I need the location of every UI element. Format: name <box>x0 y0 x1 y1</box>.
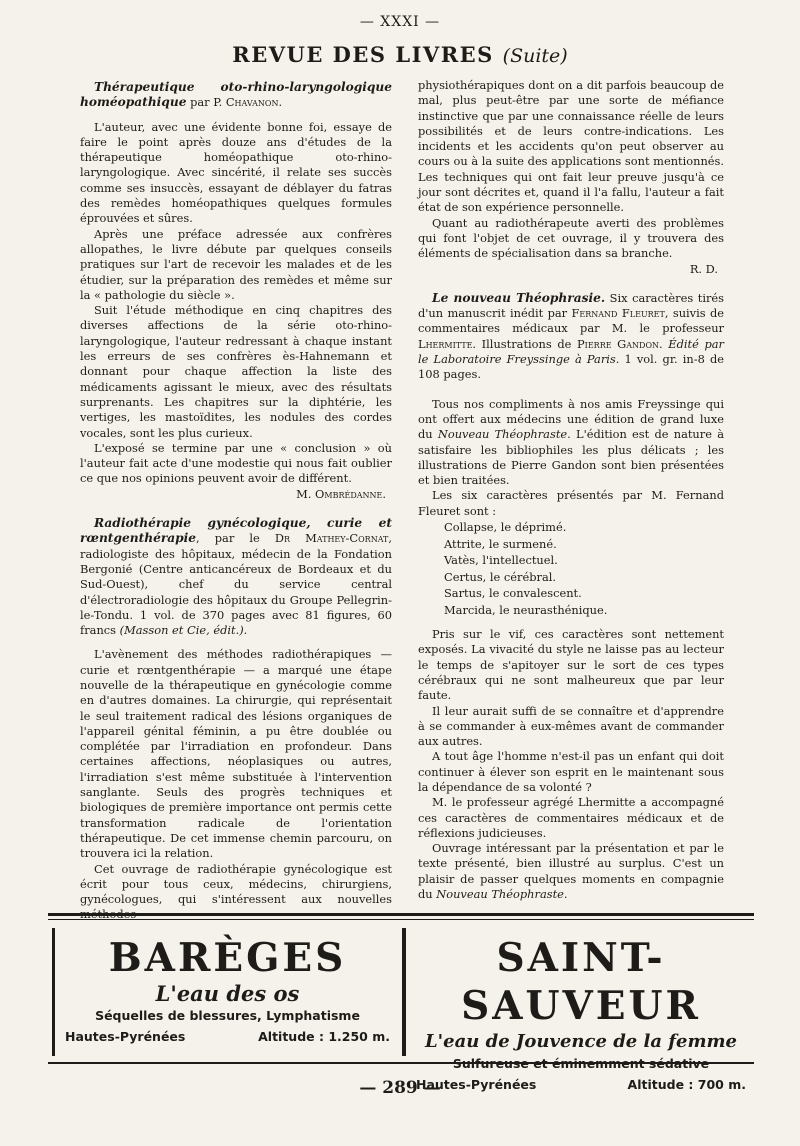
review-details: 1 vol. gr. in-8 de 108 pages. <box>418 352 725 382</box>
ad-altitude: Altitude : 1.250 m. <box>258 1029 390 1044</box>
paragraph: Suit l'étude méthodique en cinq chapitres des diverses affections de la série oto-rhino-laryngologique, l'auteur redressant à chaque instant les erreurs de ses confrères ès-Hahnemann et donnant pour chaque affection la liste des médicaments agissant le mieux, avec des résultats surprenants. Les chapitres sur la diphtérie, les vertiges, les mastoïdites, les nodules des cordes vocales, sont les plus curieux. <box>80 303 392 440</box>
review-details: , suivis de commentaires médicaux par M. le professeur <box>418 306 725 336</box>
ad-name: SAINT-SAUVEUR <box>461 935 701 1029</box>
reviewer-signature: M. Ombrédanne. <box>296 486 386 501</box>
reviewer-signature: R. D. <box>689 261 718 276</box>
paragraph: Cet ouvrage de radiothérapie gynécologique est écrit pour tous ceux, médecins, chirurgiens, gynécologues, qui s'intéressent aux nouvelles <box>80 861 392 907</box>
paragraph: Après une préface adressée aux confrères allopathes, le livre débute par quelques conseils pratiques sur l'art de recevoir les malades et de les étudier, sur la préparation des remèdes et même sur la « pathologie du siècle ». <box>80 226 392 302</box>
review-publisher: (Masson et Cie, édit.). <box>119 623 248 638</box>
review-heading-mathey-cornat <box>80 516 392 638</box>
section-title-text: REVUE DES LIVRES <box>232 42 494 67</box>
review-title: Le nouveau Théophrasie. <box>432 290 606 305</box>
list-item: Certus, le cérébral. <box>444 569 557 584</box>
paragraph: Quant au radiothérapeute averti des problèmes qui font l'objet de cet ouvrage, il y trouvera des éléments de spécialisation dans sa branche. <box>418 215 724 261</box>
book-title: Nouveau Théophraste <box>437 427 568 442</box>
left-column <box>80 80 392 923</box>
ad-bareges <box>52 928 400 1056</box>
section-title-suffix: (Suite) <box>502 45 568 67</box>
paragraph: L'auteur, avec une évidente bonne foi, essaye de faire le point après douze ans d'études de la thérapeutique homéopathique oto-rhino-laryngologique. Avec sincérité, il relate ses succès comme ses insuccès, essayant de déblayer du fatras des remèdes homéopathiques quelques formules éprouvées et sûres. <box>80 119 392 226</box>
review-author: Dr Mathey-Cornat <box>274 531 389 546</box>
paragraph <box>418 841 724 902</box>
review-illustrator: Pierre Gandon <box>577 336 660 351</box>
paragraph: Les six caractères présentés par M. Fernand Fleuret sont : <box>418 488 724 518</box>
text: Ouvrage intéressant par la présentation et par le texte présenté, bien illustré au surplus. C'est un plaisir de passer quelques moments en compagnie du <box>418 841 724 902</box>
ad-altitude: Altitude : 700 m. <box>627 1077 746 1092</box>
character-list <box>418 519 724 618</box>
paragraph: Il leur aurait suffi de se connaître et d'apprendre à se commander à eux-mêmes avant de commander aux autres. <box>418 703 724 749</box>
ad-rule-top-thin <box>48 919 754 920</box>
review-title: Thérapeutique oto-rhino-laryngologique homéopathique <box>80 80 392 110</box>
review-details: , radiologiste des hôpitaux, médecin de la Fondation Bergonié (Centre anticancéreux de Bordeaux et du Sud-Ouest), chef du service central d'électroradiologie des hôpitaux du Groupe Pellegrin-le-Tondu. 1 vol. de 370 pages avec 81 figures, 60 francs <box>80 531 392 638</box>
list-item: Vatès, l'intellectuel. <box>444 553 558 568</box>
list-item: Collapse, le déprimé. <box>444 520 567 535</box>
paragraph: M. le professeur agrégé Lhermitte a accompagné ces caractères de commentaires médicaux et de réflexions judicieuses. <box>418 795 724 840</box>
review-heading-chavanon <box>80 80 392 111</box>
ad-name: BARÈGES <box>108 935 347 981</box>
text: Tous nos compliments à nos amis Freyssinge qui ont offert aux médecins une édition de grand luxe du <box>418 396 724 442</box>
roman-folio: — XXXI — <box>359 14 441 30</box>
review-commentator: Lhermitte <box>418 336 473 351</box>
review-details: . <box>659 336 669 351</box>
page-number: — 289 — <box>359 1078 441 1098</box>
ad-description: Séquelles de blessures, Lymphatisme <box>95 1008 360 1023</box>
paragraph: Pris sur le vif, ces caractères sont nettement exposés. La vivacité du style ne laisse pas au lecteur le temps de s'apitoyer sur le sort de ces types cérébraux qui ne sont malheureux que par leur faute. <box>418 627 724 703</box>
book-title: Nouveau Théophraste <box>436 887 564 902</box>
review-heading-theophraste <box>418 291 724 383</box>
paragraph: physiothérapiques dont on a dit parfois beaucoup de mal, plus peut-être par une sorte de méfiance instinctive que par une connaissance réelle de leurs possibilités et de leurs contre-indications. Les incidents et les accidents qu'on peut observer au cours ou à la suite des applications sont mentionnés. Les techniques qui ont fait leur preuve jusqu'à ce jour sont décrites et, quand il l'a fallu, l'auteur a fait état de son expérience personnelle. <box>418 78 724 215</box>
review-details: . Illustrations de <box>472 336 577 351</box>
review-by: , par le <box>196 531 275 546</box>
text: . L'édition est de nature à satisfaire les bibliophiles les plus délicats ; les illustrations de Pierre Gandon sont bien présentées et bien traitées. <box>418 427 724 488</box>
review-details: Six caractères tirés d'un manuscrit inédit par <box>418 290 724 321</box>
list-item: Sartus, le convalescent. <box>444 586 582 601</box>
ad-tagline: L'eau de Jouvence de la femme <box>424 1031 738 1052</box>
ad-saint-sauveur <box>402 928 756 1092</box>
section-title <box>0 42 800 67</box>
ad-region: Hautes-Pyrénées <box>416 1077 537 1092</box>
ad-rule-top <box>48 913 754 916</box>
paragraph: L'exposé se termine par une « conclusion » où l'auteur fait acte d'une modestie qui nous fait oublier ce que nos opinions peuvent avoir de différent. <box>80 440 392 486</box>
paragraph: L'avènement des méthodes radiothérapiques — curie et rœntgenthérapie — a marqué une étape nouvelle de la thérapeutique en gynécologie comme en d'autres domaines. La chirurgie, qui représentait le seul traitement radical des lésions organiques de l'appareil génital féminin, a pu être doublée ou complétée par l'irradiation en profondeur. Dans certaines affections, néoplasiques ou autres, l'irradiation s'est même substituée à l'intervention sanglante. Seuls des progrès techniques et biologiques de première importance ont permis cette transformation radicale de l'orientation thérapeutique. De cet immense chemin parcouru, on trouvera ici la relation. <box>80 647 392 861</box>
list-item: Attrite, le surmené. <box>444 536 557 551</box>
text: . <box>563 887 568 902</box>
list-item: Marcida, le neurasthénique. <box>444 602 608 617</box>
review-edition: Édité par le Laboratoire Freyssinge à Paris. <box>418 336 725 367</box>
review-author: P. Chavanon. <box>213 95 283 110</box>
review-title: Radiothérapie gynécologique, curie et rœntgenthérapie <box>80 516 392 546</box>
ad-region: Hautes-Pyrénées <box>65 1029 186 1044</box>
ad-description <box>406 1054 756 1074</box>
ad-tagline: L'eau des os <box>155 981 300 1006</box>
review-by: par <box>186 95 214 110</box>
ad-details-row <box>55 1026 400 1048</box>
right-column <box>418 78 724 902</box>
paragraph <box>418 397 724 489</box>
paragraph: A tout âge l'homme n'est-il pas un enfant qui doit continuer à élever son esprit en le maintenant sous la dépendance de sa volonté ? <box>418 749 724 794</box>
review-author: Fernand Fleuret <box>571 306 665 321</box>
ad-rule-bottom <box>48 1062 754 1064</box>
